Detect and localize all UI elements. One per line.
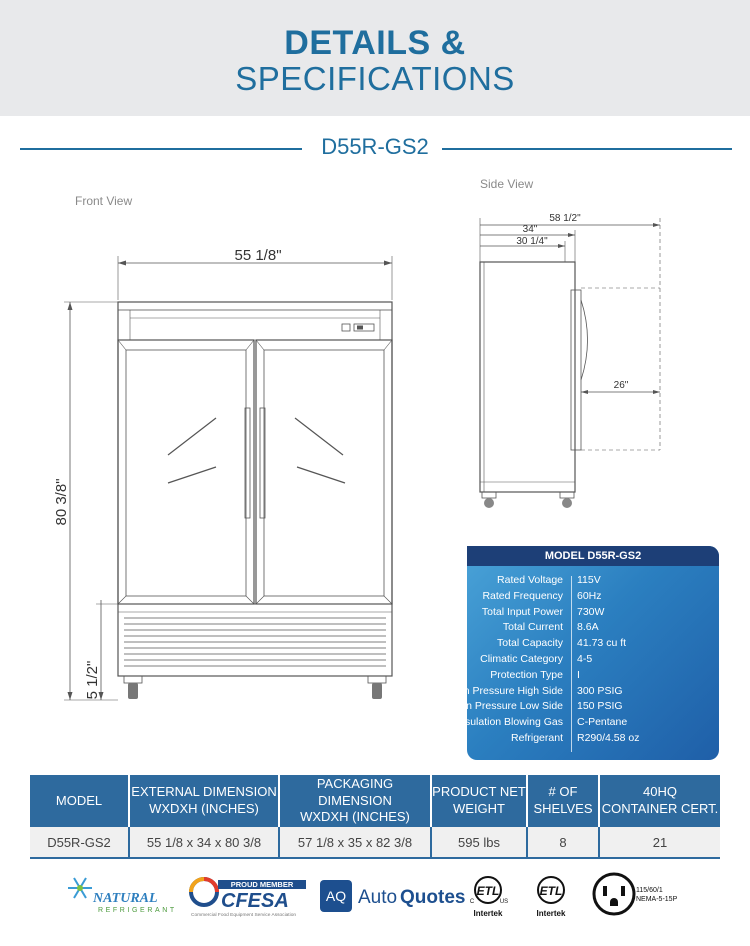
spec-label: Total Capacity <box>497 637 563 650</box>
spec-row <box>467 574 719 590</box>
spec-row <box>467 669 719 685</box>
natural-text: NATURAL <box>93 891 158 906</box>
cfesa-proud-member: PROUD MEMBER <box>230 880 294 889</box>
spec-row <box>467 606 719 622</box>
front-view-label: Front View <box>75 194 133 208</box>
spec-label: Insulation Blowing Gas <box>456 716 563 729</box>
spec-value: 115V <box>577 574 601 586</box>
spec-value: C-Pentane <box>577 716 628 729</box>
spec-row <box>456 716 719 732</box>
spec-box <box>436 546 719 760</box>
spec-label: Design Pressure High Side <box>436 684 563 697</box>
header-title-line1: DETAILS & <box>284 24 466 62</box>
svg-text:C: C <box>469 899 475 905</box>
spec-row <box>467 653 719 669</box>
spec-row <box>439 700 719 716</box>
side-view-drawing <box>480 218 660 508</box>
side-depth-label: 34" <box>522 224 538 235</box>
side-body-label: 30 1/4" <box>516 236 548 247</box>
table-header-cell: # OF SHELVES <box>528 775 600 827</box>
spec-row <box>467 732 719 748</box>
logo-strip <box>0 866 750 936</box>
table-cell: 57 1/8 x 35 x 82 3/8 <box>280 827 432 857</box>
refrigerant-text: REFRIGERANT <box>98 907 177 914</box>
natural-refrigerant-logo <box>68 878 177 914</box>
table-cell: D55R-GS2 <box>30 827 130 857</box>
side-overall-label: 58 1/2" <box>549 213 581 224</box>
spec-label: Climatic Category <box>480 653 563 665</box>
autoquotes-badge: AQ <box>325 888 347 904</box>
svg-text:ETL: ETL <box>476 884 500 898</box>
spec-label: Total Current <box>502 621 563 634</box>
table-header-row <box>30 775 720 827</box>
etl-sanitation-icon <box>537 877 566 918</box>
svg-text:US: US <box>499 899 509 905</box>
front-width-label: 55 1/8" <box>234 247 282 264</box>
spec-row <box>467 637 719 653</box>
table-cell: 595 lbs <box>432 827 528 857</box>
table-cell: 55 1/8 x 34 x 80 3/8 <box>130 827 280 857</box>
intertek-label: Intertek <box>473 909 503 918</box>
plug-nema: NEMA-5-15P <box>636 896 678 903</box>
spec-label: Protection Type <box>490 668 563 681</box>
table-header-cell: MODEL <box>30 775 130 827</box>
header-title-line2: SPECIFICATIONS <box>235 60 515 97</box>
spec-value: 300 PSIG <box>577 684 623 697</box>
snowflake-icon <box>68 878 92 898</box>
cfesa-name: CFESA <box>221 890 289 912</box>
spec-row <box>467 590 719 606</box>
intertek-label-2: Intertek <box>536 909 566 918</box>
spec-box-title: MODEL D55R-GS2 <box>467 546 719 566</box>
spec-label: Refrigerant <box>511 732 563 744</box>
cfesa-sub: Commercial Food Equipment Service Association <box>191 913 297 918</box>
svg-text:ETL: ETL <box>539 884 563 898</box>
table-cell: 8 <box>528 827 600 857</box>
spec-value: 730W <box>577 605 605 618</box>
table-header-cell: EXTERNAL DIMENSION WXDXH (INCHES) <box>130 775 280 827</box>
table-header-cell: PACKAGING DIMENSION WXDXH (INCHES) <box>280 775 432 827</box>
table-row <box>30 827 720 859</box>
spec-value: 4-5 <box>577 653 593 665</box>
cfesa-logo <box>191 879 306 918</box>
autoquotes-logo <box>320 880 465 912</box>
spec-value: I <box>577 668 580 681</box>
spec-label: Rated Voltage <box>497 574 563 586</box>
etl-listed-icon <box>470 877 508 918</box>
table-header-cell: 40HQ CONTAINER CERT. <box>600 775 720 827</box>
table-cell: 21 <box>652 834 668 850</box>
front-base-label: 5 1/2" <box>84 660 101 700</box>
spec-label: Total Input Power <box>481 605 563 618</box>
spec-row <box>467 621 719 637</box>
autoquotes-name-2: Quotes <box>400 887 466 908</box>
spec-value: 8.6A <box>577 621 599 634</box>
autoquotes-name-1: Auto <box>358 887 398 908</box>
spec-value: R290/4.58 oz <box>577 732 640 744</box>
model-heading: D55R-GS2 <box>321 134 429 159</box>
spec-table <box>30 775 720 859</box>
spec-label: Rated Frequency <box>482 589 563 602</box>
cfesa-ring-icon <box>191 879 217 905</box>
spec-value: 150 PSIG <box>577 700 623 713</box>
front-height-label: 80 3/8" <box>53 478 70 526</box>
plug-rating: 115/60/1 <box>636 887 663 894</box>
spec-value: 60Hz <box>577 589 602 602</box>
table-header-cell: PRODUCT NET WEIGHT <box>432 775 528 827</box>
spec-value: 41.73 cu ft <box>577 637 627 650</box>
spec-row <box>436 684 719 701</box>
side-door-label: 26" <box>613 380 629 391</box>
front-view-drawing <box>64 256 392 700</box>
side-view-label: Side View <box>480 177 534 191</box>
nema-plug-icon <box>594 874 678 914</box>
spec-label: Design Pressure Low Side <box>439 700 563 713</box>
